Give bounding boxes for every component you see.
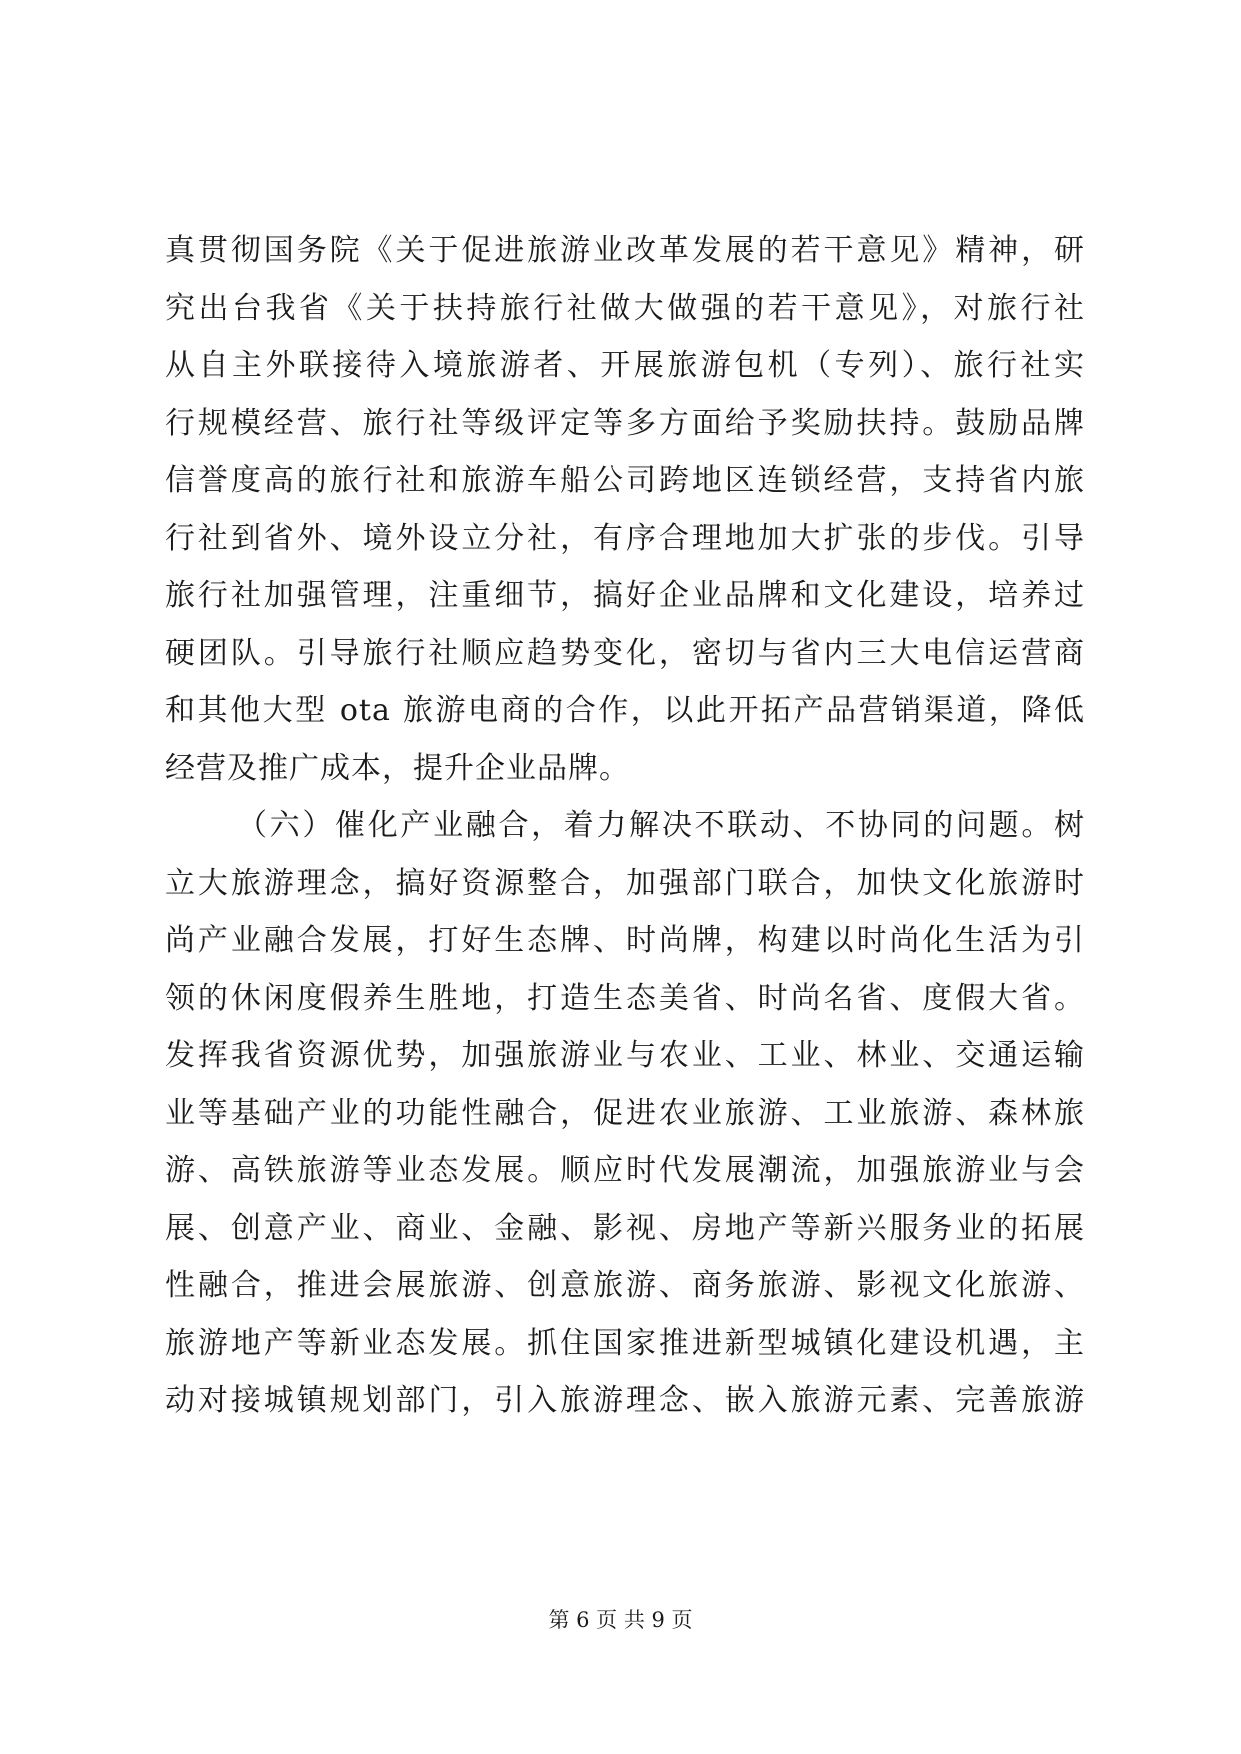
text-line: 行规模经营、旅行社等级评定等多方面给予奖励扶持。鼓励品牌: [165, 405, 1085, 441]
text-line: 究出台我省《关于扶持旅行社做大做强的若干意见》，对旅行社: [165, 290, 1085, 326]
body-text: [165, 222, 1085, 1430]
text-line: 硬团队。引导旅行社顺应趋势变化，密切与省内三大电信运营商: [165, 635, 1085, 671]
text-line: 业等基础产业的功能性融合，促进农业旅游、工业旅游、森林旅: [165, 1095, 1085, 1131]
text-line: 动对接城镇规划部门，引入旅游理念、嵌入旅游元素、完善旅游: [165, 1383, 1085, 1418]
paragraph-1: [165, 222, 1085, 797]
text-line: 经营及推广成本，提升企业品牌。: [165, 750, 630, 786]
page-number-footer: 第 6 页 共 9 页: [548, 1608, 693, 1632]
text-line: 信誉度高的旅行社和旅游车船公司跨地区连锁经营，支持省内旅: [165, 463, 1085, 498]
text-line: 发挥我省资源优势，加强旅游业与农业、工业、林业、交通运输: [165, 1038, 1085, 1073]
text-line: 游、高铁旅游等业态发展。顺应时代发展潮流，加强旅游业与会: [165, 1153, 1085, 1188]
text-line: 性融合，推进会展旅游、创意旅游、商务旅游、影视文化旅游、: [165, 1268, 1085, 1303]
text-line: 旅游地产等新业态发展。抓住国家推进新型城镇化建设机遇，主: [165, 1325, 1085, 1361]
text-line: 从自主外联接待入境旅游者、开展旅游包机（专列）、旅行社实: [165, 348, 1085, 383]
paragraph-2: [165, 797, 1085, 1430]
text-line: 旅行社加强管理，注重细节，搞好企业品牌和文化建设，培养过: [165, 578, 1085, 613]
text-line: 行社到省外、境外设立分社，有序合理地加大扩张的步伐。引导: [165, 520, 1085, 556]
text-line: 领的休闲度假养生胜地，打造生态美省、时尚名省、度假大省。: [165, 980, 1085, 1016]
text-line: 和其他大型 ota 旅游电商的合作，以此开拓产品营销渠道，降低: [165, 693, 1085, 728]
text-line: 真贯彻国务院《关于促进旅游业改革发展的若干意见》精神，研: [165, 233, 1085, 268]
text-line: 尚产业融合发展，打好生态牌、时尚牌，构建以时尚化生活为引: [165, 923, 1085, 958]
text-line: 展、创意产业、商业、金融、影视、房地产等新兴服务业的拓展: [165, 1210, 1085, 1246]
text-line: 立大旅游理念，搞好资源整合，加强部门联合，加快文化旅游时: [165, 865, 1085, 901]
text-line: （六）催化产业融合，着力解决不联动、不协同的问题。树: [237, 808, 1085, 843]
